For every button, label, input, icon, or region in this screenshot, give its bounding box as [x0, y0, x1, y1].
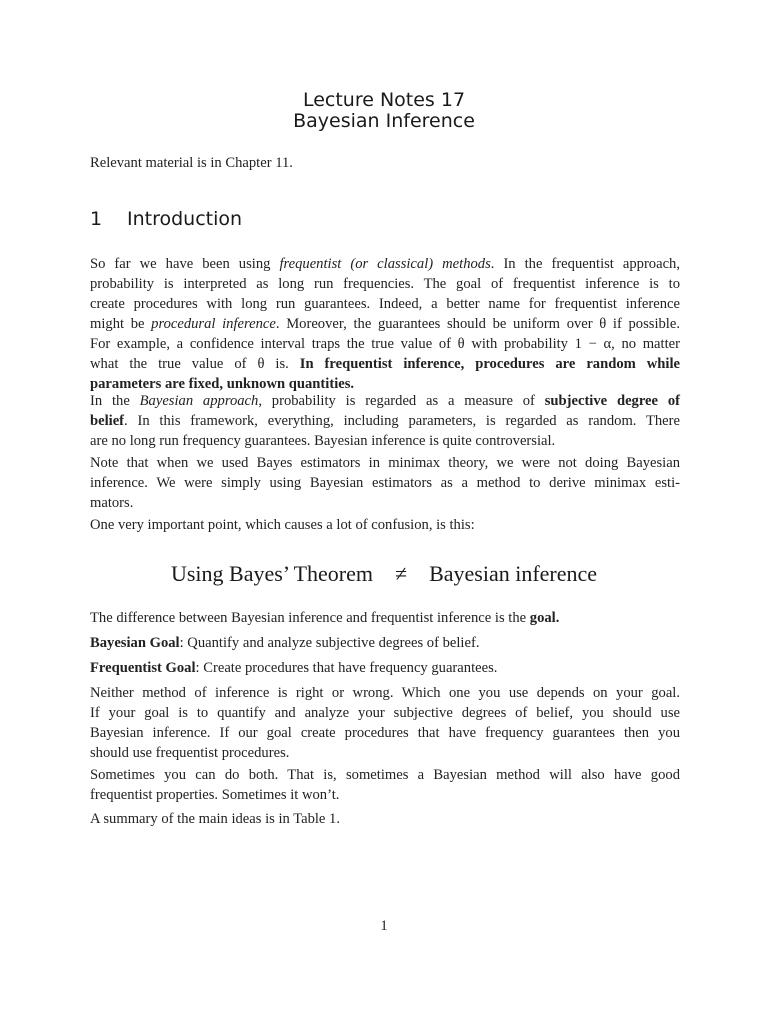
text-line: Bayesian inference. If our goal create procedures that have frequency guarantees then you: [90, 725, 680, 741]
section-number: 1: [90, 208, 103, 230]
text-line: For example, a confidence interval traps the true value of θ with probability 1 − α, no matter: [90, 336, 680, 352]
important-point-text: One very important point, which causes a lot of confusion, is this:: [90, 517, 475, 533]
bayesian-goal-paragraph: [90, 633, 680, 653]
document-title-line-2: Bayesian Inference: [293, 110, 475, 132]
text-line: what the true value of θ is. In frequentist inference, procedures are random while: [90, 356, 680, 372]
text-line: should use frequentist procedures.: [90, 745, 290, 761]
text-line: are no long run frequency guarantees. Bayesian inference is quite controversial.: [90, 433, 556, 449]
text-line: create procedures with long run guarantees. Indeed, a better name for frequentist inference: [90, 296, 680, 312]
minimax-paragraph: [90, 453, 680, 513]
text-line: Neither method of inference is right or wrong. Which one you use depends on your goal.: [90, 685, 680, 701]
italic-text: frequentist (or classical) methods: [279, 256, 491, 272]
not-equal-symbol: ≠: [394, 561, 408, 586]
section-title: Introduction: [127, 208, 243, 230]
equation-left: Using Bayes’ Theorem: [170, 561, 373, 586]
summary-text: A summary of the main ideas is in Table 1.: [90, 811, 341, 827]
bold-text: goal.: [529, 610, 560, 626]
page-number: 1: [380, 918, 388, 934]
text-line: The difference between Bayesian inference and frequentist inference is the goal.: [90, 610, 560, 626]
intro-paragraph: [90, 254, 680, 394]
text-line: If your goal is to quantify and analyze your subjective degrees of belief, you should use: [90, 705, 680, 721]
text-line: probability is interpreted as long run frequencies. The goal of frequentist inference is to: [90, 276, 680, 292]
document-title-line-1: Lecture Notes 17: [302, 89, 466, 111]
text-line: Note that when we used Bayes estimators in minimax theory, we were not doing Bayesian: [90, 455, 680, 471]
relevant-material-text: Relevant material is in Chapter 11.: [90, 155, 293, 171]
text-line: In the Bayesian approach, probability is regarded as a measure of subjective degree of: [90, 393, 680, 409]
bold-text: parameters are fixed, unknown quantities.: [90, 376, 355, 392]
bayes-theorem-statement: [0, 560, 768, 588]
section-heading-introduction: [90, 206, 242, 232]
sometimes-paragraph: [90, 765, 680, 805]
equation-right: Bayesian inference: [429, 561, 598, 586]
bayesian-approach-paragraph: [90, 391, 680, 451]
difference-paragraph: [90, 608, 680, 628]
text-line: inference. We were simply using Bayesian estimators as a method to derive minimax esti-: [90, 475, 680, 491]
italic-text: procedural inference: [151, 316, 276, 332]
text-line: So far we have been using frequentist (or classical) methods. In the frequentist approach,: [90, 256, 681, 272]
bold-text: Bayesian Goal: [90, 635, 180, 651]
bold-text: In frequentist inference, procedures are random while: [299, 356, 680, 372]
text-line: mators.: [90, 495, 134, 511]
bold-text: Frequentist Goal: [90, 660, 196, 676]
text-line: frequentist properties. Sometimes it won’t.: [90, 787, 340, 803]
text-line: might be procedural inference. Moreover, the guarantees should be uniform over θ if possible.: [90, 316, 680, 332]
italic-text: Bayesian approach: [139, 393, 259, 409]
text-line: belief. In this framework, everything, including parameters, is regarded as random. There: [90, 413, 680, 429]
neither-method-paragraph: [90, 683, 680, 763]
text-line: Bayesian Goal: Quantify and analyze subjective degrees of belief.: [90, 635, 480, 651]
bold-text: subjective degree of: [544, 393, 680, 409]
text-line: Frequentist Goal: Create procedures that have frequency guarantees.: [90, 660, 498, 676]
text-line: Sometimes you can do both. That is, sometimes a Bayesian method will also have good: [90, 767, 680, 783]
frequentist-goal-paragraph: [90, 658, 680, 678]
bold-text: belief: [90, 413, 125, 429]
